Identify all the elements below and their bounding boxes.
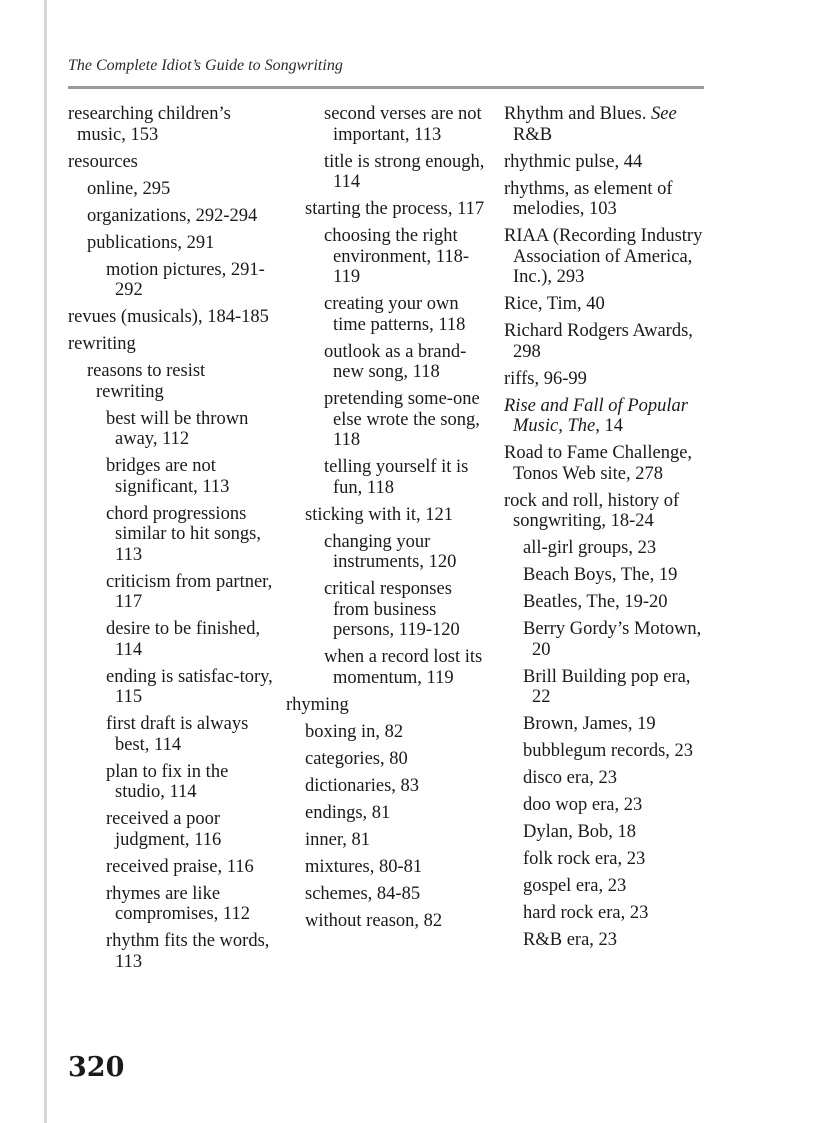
index-subentry: sticking with it, 121 — [305, 504, 453, 525]
index-subsubentry: when a record lost its momentum, 119 — [324, 647, 483, 688]
index-entry: revues (musicals), 184-185 — [68, 307, 269, 327]
index-subentry: Berry Gordy’s Motown, 20 — [523, 619, 702, 660]
header-rule — [68, 86, 704, 89]
index-subentry: reasons to resist rewriting — [87, 361, 206, 402]
entry-text: Rhythm and Blues. — [504, 104, 647, 124]
index-subsubentry: best will be thrown away, 112 — [106, 408, 249, 449]
index-entry: riffs, 96-99 — [504, 368, 587, 389]
index-column-3 — [504, 104, 710, 957]
index-subsubentry: telling yourself it is fun, 118 — [324, 457, 469, 498]
index-entry: rhyming — [286, 694, 349, 715]
running-head: The Complete Idiot’s Guide to Songwriting — [68, 57, 343, 74]
index-subsubentry: title is strong enough, 114 — [324, 151, 485, 192]
index-subentry: Beatles, The, 19-20 — [523, 592, 668, 612]
index-entry: Road to Fame Challenge, Tonos Web site, 278 — [504, 443, 693, 484]
index-subentry: dictionaries, 83 — [305, 775, 420, 796]
index-subsubentry: creating your own time patterns, 118 — [324, 294, 466, 335]
index-subentry: Beach Boys, The, 19 — [523, 565, 678, 585]
see-reference: See — [650, 104, 677, 124]
index-subentry: R&B era, 23 — [523, 930, 618, 950]
index-entry: rock and roll, history of songwriting, 18-24 — [504, 490, 680, 531]
index-subentry: starting the process, 117 — [305, 199, 485, 219]
index-subsubentry: pretending some-one else wrote the song, 118 — [324, 389, 480, 450]
index-subsubentry: changing your instruments, 120 — [324, 531, 457, 572]
index-subentry: doo wop era, 23 — [523, 795, 643, 815]
index-subentry: boxing in, 82 — [305, 721, 404, 742]
index-subentry: schemes, 84-85 — [305, 883, 421, 904]
page-number: 320 — [68, 1052, 125, 1083]
index-subentry: Brown, James, 19 — [523, 714, 656, 734]
index-entry: rhythms, as element of melodies, 103 — [504, 178, 673, 219]
index-subentry: categories, 80 — [305, 748, 408, 769]
index-entry — [504, 396, 710, 437]
index-subentry: organizations, 292-294 — [87, 205, 258, 226]
index-subentry: endings, 81 — [305, 802, 391, 823]
index-entry: Richard Rodgers Awards, 298 — [504, 321, 693, 362]
index-subentry: Brill Building pop era, 22 — [523, 666, 691, 707]
page-ref: 14 — [604, 416, 623, 436]
index-subentry: gospel era, 23 — [523, 876, 627, 896]
index-subsubentry: second verses are not important, 113 — [324, 104, 482, 145]
index-subsubentry: critical responses from business persons, 119-120 — [324, 579, 460, 640]
index-entry: resources — [68, 151, 138, 172]
index-subsubentry: outlook as a brand-new song, 118 — [324, 341, 467, 382]
index-subsubentry: plan to fix in the studio, 114 — [106, 761, 229, 802]
index-entry: Rice, Tim, 40 — [504, 294, 605, 314]
index-subentry: folk rock era, 23 — [523, 849, 646, 869]
index-entry: rhythmic pulse, 44 — [504, 151, 643, 172]
index-subsubentry: ending is satisfac-tory, 115 — [106, 666, 273, 707]
index-subentry: hard rock era, 23 — [523, 903, 649, 923]
index-subsubentry: bridges are not significant, 113 — [106, 456, 230, 497]
index-subsubentry: rhymes are like compromises, 112 — [106, 883, 250, 924]
index-subsubentry: desire to be finished, 114 — [106, 619, 261, 660]
index-subsubentry: chord progressions similar to hit songs, 113 — [106, 503, 261, 565]
index-subsubentry: rhythm fits the words, 113 — [106, 931, 270, 972]
index-subsubentry: received praise, 116 — [106, 856, 254, 877]
index-column-1 — [68, 104, 273, 979]
index-subsubentry: first draft is always best, 114 — [106, 714, 249, 755]
index-column-2 — [286, 104, 492, 938]
index-entry: rewriting — [68, 334, 136, 354]
italic-title: Rise and Fall of Popular Music, The, — [504, 395, 688, 436]
index-subentry: mixtures, 80-81 — [305, 856, 423, 877]
index-subentry: disco era, 23 — [523, 768, 618, 788]
cross-ref-target: R&B — [513, 124, 553, 145]
index-subentry: inner, 81 — [305, 829, 371, 850]
index-subentry: publications, 291 — [87, 232, 215, 253]
index-subentry: without reason, 82 — [305, 910, 443, 931]
index-subentry: all-girl groups, 23 — [523, 538, 657, 558]
page-spine — [44, 0, 47, 1123]
index-subsubentry: criticism from partner, 117 — [106, 571, 273, 612]
index-subentry: online, 295 — [87, 178, 171, 199]
index-subentry: bubblegum records, 23 — [523, 741, 694, 761]
index-subsubentry: motion pictures, 291-292 — [106, 259, 265, 300]
index-subentry: Dylan, Bob, 18 — [523, 822, 637, 842]
index-subsubentry: choosing the right environment, 118-119 — [324, 226, 469, 287]
index-entry: researching children’s music, 153 — [68, 104, 231, 145]
index-entry — [504, 104, 710, 145]
index-subsubentry: received a poor judgment, 116 — [106, 809, 222, 850]
index-entry: RIAA (Recording Industry Association of America, Inc.), 293 — [504, 226, 703, 287]
